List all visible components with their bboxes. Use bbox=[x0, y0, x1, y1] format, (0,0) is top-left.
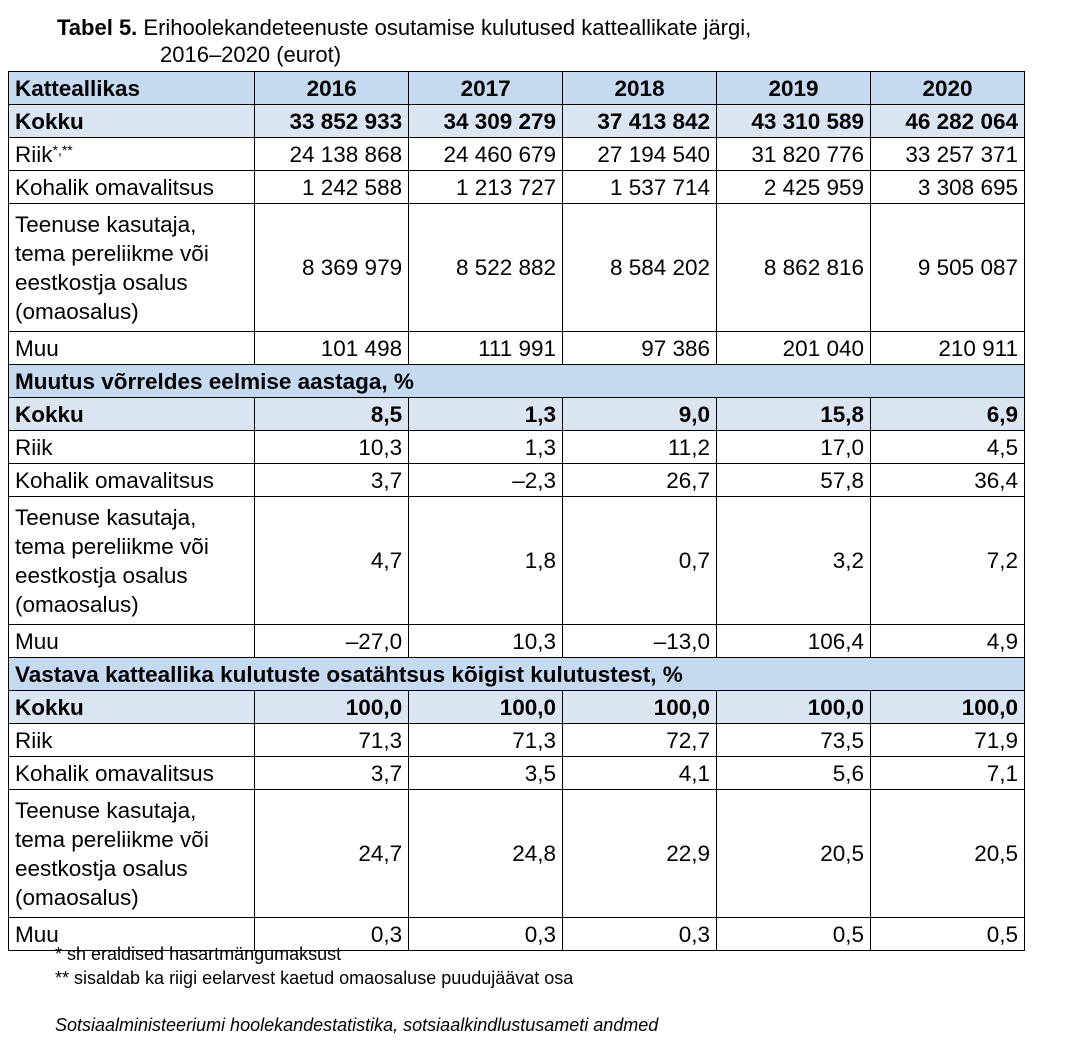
table-row bbox=[9, 625, 1025, 658]
row-label: Kokku bbox=[15, 401, 84, 427]
row-label-cell bbox=[9, 625, 255, 658]
value-cell: 27 194 540 bbox=[563, 138, 717, 171]
row-label: Riik bbox=[15, 141, 53, 167]
row-label: Kohalik omavalitsus bbox=[15, 174, 214, 200]
value-cell: 24 138 868 bbox=[255, 138, 409, 171]
value-cell: 5,6 bbox=[717, 757, 871, 790]
value-cell: 72,7 bbox=[563, 724, 717, 757]
footnote-2: ** sisaldab ka riigi eelarvest kaetud omaosaluse puudujäävat osa bbox=[55, 968, 574, 988]
value-cell: 1 213 727 bbox=[409, 171, 563, 204]
value-cell: 100,0 bbox=[409, 691, 563, 724]
row-label-cell bbox=[9, 105, 255, 138]
value-cell: 210 911 bbox=[871, 332, 1025, 365]
row-label-cell bbox=[9, 204, 255, 332]
value-cell: 73,5 bbox=[717, 724, 871, 757]
table-caption bbox=[57, 14, 751, 68]
header-cell: 2019 bbox=[717, 72, 871, 105]
total-row bbox=[9, 105, 1025, 138]
table-row bbox=[9, 790, 1025, 918]
row-label-cell bbox=[9, 431, 255, 464]
row-label: Kohalik omavalitsus bbox=[15, 760, 214, 786]
value-cell: 1,3 bbox=[409, 398, 563, 431]
footnote-marker: *,** bbox=[52, 141, 73, 158]
value-cell: 0,5 bbox=[717, 918, 871, 951]
value-cell: 24,7 bbox=[255, 790, 409, 918]
value-cell: 97 386 bbox=[563, 332, 717, 365]
value-cell: 111 991 bbox=[409, 332, 563, 365]
section-header-row bbox=[9, 658, 1025, 691]
value-cell: 26,7 bbox=[563, 464, 717, 497]
table-row bbox=[9, 464, 1025, 497]
row-label: Muu bbox=[15, 921, 59, 947]
row-label-cell bbox=[9, 691, 255, 724]
value-cell: 36,4 bbox=[871, 464, 1025, 497]
value-cell: 6,9 bbox=[871, 398, 1025, 431]
caption-line1: Erihoolekandeteenuste osutamise kulutused katteallikate järgi, bbox=[143, 15, 752, 40]
value-cell: 1,3 bbox=[409, 431, 563, 464]
row-label-cell bbox=[9, 398, 255, 431]
table-row bbox=[9, 724, 1025, 757]
table-row bbox=[9, 204, 1025, 332]
value-cell: 17,0 bbox=[717, 431, 871, 464]
value-cell: 71,3 bbox=[255, 724, 409, 757]
value-cell: 43 310 589 bbox=[717, 105, 871, 138]
row-label: Muu bbox=[15, 335, 59, 361]
row-label-cell bbox=[9, 757, 255, 790]
value-cell: 31 820 776 bbox=[717, 138, 871, 171]
row-label: Kohalik omavalitsus bbox=[15, 467, 214, 493]
row-label-cell bbox=[9, 171, 255, 204]
value-cell: 3,5 bbox=[409, 757, 563, 790]
value-cell: 7,1 bbox=[871, 757, 1025, 790]
total-row bbox=[9, 691, 1025, 724]
row-label-cell bbox=[9, 464, 255, 497]
value-cell: 15,8 bbox=[717, 398, 871, 431]
value-cell: 4,7 bbox=[255, 497, 409, 625]
value-cell: 4,5 bbox=[871, 431, 1025, 464]
value-cell: 106,4 bbox=[717, 625, 871, 658]
header-cell: 2016 bbox=[255, 72, 409, 105]
value-cell: 46 282 064 bbox=[871, 105, 1025, 138]
row-label-cell bbox=[9, 332, 255, 365]
header-row bbox=[9, 72, 1025, 105]
value-cell: –2,3 bbox=[409, 464, 563, 497]
value-cell: 71,9 bbox=[871, 724, 1025, 757]
value-cell: 57,8 bbox=[717, 464, 871, 497]
total-row bbox=[9, 398, 1025, 431]
value-cell: 8 369 979 bbox=[255, 204, 409, 332]
row-label: Riik bbox=[15, 434, 53, 460]
value-cell: 4,9 bbox=[871, 625, 1025, 658]
value-cell: –27,0 bbox=[255, 625, 409, 658]
value-cell: 0,5 bbox=[871, 918, 1025, 951]
value-cell: 8 584 202 bbox=[563, 204, 717, 332]
table-row bbox=[9, 757, 1025, 790]
value-cell: 10,3 bbox=[255, 431, 409, 464]
value-cell: 9 505 087 bbox=[871, 204, 1025, 332]
value-cell: 24 460 679 bbox=[409, 138, 563, 171]
table-row bbox=[9, 138, 1025, 171]
section-header-row bbox=[9, 365, 1025, 398]
value-cell: 101 498 bbox=[255, 332, 409, 365]
value-cell: 33 257 371 bbox=[871, 138, 1025, 171]
section-title: Vastava katteallika kulutuste osatähtsus kõigist kulutustest, % bbox=[9, 658, 1025, 691]
source-note: Sotsiaalministeeriumi hoolekandestatistika, sotsiaalkindlustusameti andmed bbox=[55, 1015, 659, 1035]
value-cell: 9,0 bbox=[563, 398, 717, 431]
value-cell: 100,0 bbox=[563, 691, 717, 724]
row-label: Kokku bbox=[15, 108, 84, 134]
row-label: Teenuse kasutaja, tema pereliikme või eestkostja osalus (omaosalus) bbox=[15, 211, 209, 324]
value-cell: 1 242 588 bbox=[255, 171, 409, 204]
section-title: Muutus võrreldes eelmise aastaga, % bbox=[9, 365, 1025, 398]
footnote-1: * sh eraldised hasartmängumaksust bbox=[55, 944, 342, 964]
row-label-cell bbox=[9, 138, 255, 171]
value-cell: 2 425 959 bbox=[717, 171, 871, 204]
table-row bbox=[9, 431, 1025, 464]
value-cell: 37 413 842 bbox=[563, 105, 717, 138]
value-cell: 4,1 bbox=[563, 757, 717, 790]
value-cell: 24,8 bbox=[409, 790, 563, 918]
value-cell: 71,3 bbox=[409, 724, 563, 757]
value-cell: 1 537 714 bbox=[563, 171, 717, 204]
row-label: Muu bbox=[15, 628, 59, 654]
header-cell: 2020 bbox=[871, 72, 1025, 105]
value-cell: 33 852 933 bbox=[255, 105, 409, 138]
caption-line2: 2016–2020 (eurot) bbox=[160, 42, 342, 67]
value-cell: 20,5 bbox=[717, 790, 871, 918]
value-cell: 3,7 bbox=[255, 757, 409, 790]
value-cell: –13,0 bbox=[563, 625, 717, 658]
value-cell: 8,5 bbox=[255, 398, 409, 431]
value-cell: 8 522 882 bbox=[409, 204, 563, 332]
expenditure-table bbox=[8, 71, 1025, 951]
value-cell: 10,3 bbox=[409, 625, 563, 658]
value-cell: 34 309 279 bbox=[409, 105, 563, 138]
row-label: Kokku bbox=[15, 694, 84, 720]
table-row bbox=[9, 332, 1025, 365]
row-label-cell bbox=[9, 724, 255, 757]
value-cell: 3 308 695 bbox=[871, 171, 1025, 204]
value-cell: 0,3 bbox=[409, 918, 563, 951]
header-cell: Katteallikas bbox=[9, 72, 255, 105]
value-cell: 1,8 bbox=[409, 497, 563, 625]
header-cell: 2017 bbox=[409, 72, 563, 105]
value-cell: 11,2 bbox=[563, 431, 717, 464]
row-label-cell bbox=[9, 497, 255, 625]
value-cell: 201 040 bbox=[717, 332, 871, 365]
value-cell: 100,0 bbox=[255, 691, 409, 724]
value-cell: 0,7 bbox=[563, 497, 717, 625]
caption-label: Tabel 5. bbox=[57, 15, 138, 40]
row-label: Riik bbox=[15, 727, 53, 753]
value-cell: 3,7 bbox=[255, 464, 409, 497]
value-cell: 100,0 bbox=[717, 691, 871, 724]
row-label: Teenuse kasutaja, tema pereliikme või eestkostja osalus (omaosalus) bbox=[15, 797, 209, 910]
value-cell: 20,5 bbox=[871, 790, 1025, 918]
value-cell: 0,3 bbox=[255, 918, 409, 951]
value-cell: 100,0 bbox=[871, 691, 1025, 724]
value-cell: 8 862 816 bbox=[717, 204, 871, 332]
value-cell: 22,9 bbox=[563, 790, 717, 918]
value-cell: 7,2 bbox=[871, 497, 1025, 625]
table-row bbox=[9, 497, 1025, 625]
row-label: Teenuse kasutaja, tema pereliikme või eestkostja osalus (omaosalus) bbox=[15, 504, 209, 617]
value-cell: 3,2 bbox=[717, 497, 871, 625]
row-label-cell bbox=[9, 790, 255, 918]
value-cell: 0,3 bbox=[563, 918, 717, 951]
header-cell: 2018 bbox=[563, 72, 717, 105]
table-row bbox=[9, 171, 1025, 204]
